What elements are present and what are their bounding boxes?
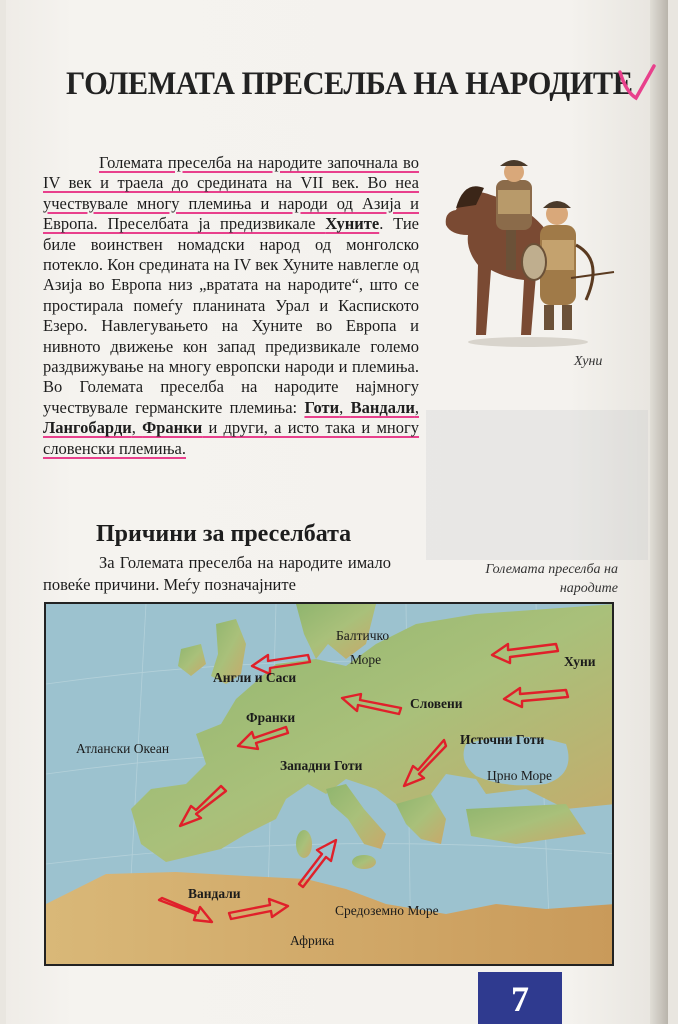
migration-caption-line1: Големата преселба на [485,562,618,577]
map-graphic [46,604,614,966]
huni-illustration [436,150,621,360]
map-label-vandals: Вандали [188,886,241,901]
map-label-huni: Хуни [564,654,596,669]
ireland-land [178,644,206,676]
sicily-land [352,855,376,869]
page-title: ГОЛЕМАТА ПРЕСЕЛБА НА НАРОДИТЕ [66,66,633,102]
tribe-goti: Готи [304,397,340,417]
baltic-label-1: Балтичко [336,628,390,643]
map-label-black-sea: Црно Море [487,768,553,783]
migration-map [44,602,614,966]
anatolia-land [466,804,586,844]
book-page [6,0,668,1024]
page-number: 7 [511,979,529,1019]
migration-caption [452,560,618,598]
tribe-franki: Франки [142,418,203,438]
intro-part3: и други, а исто така и многу словенски племиња. [43,418,420,458]
sardinia-land [296,830,312,858]
map-label-east-goths: Источни Готи [460,732,545,747]
map-label-west-goths: Западни Готи [280,758,363,773]
huni-term: Хуните [325,214,380,234]
section-paragraph [43,552,391,596]
intro-part1: Големата преселба на народите започнала во IV век и траела до средината на VII век. Во неа учествувале многу племиња и народи од Азија и Европа. Преселбата ја предизвикале [43,153,419,234]
map-label-sloveni: Словени [410,696,463,711]
intro-part2: . Тие биле воинствен номадски народ од монголско потекло. Кон средината на IV век Хуните навлегле од Азија во Европа низ „вратата на народите“, што се простирала помеѓу планината Урал и Каспиското Езеро. Навлегувањето на Хуните во Европа и нивното движење кон запад предизвикале големо раздвижување на многу европски народи и племиња. Во Големата преселба на народите најмногу учествувале германските племиња: [43,214,419,417]
baltic-label-2: Море [350,652,382,667]
section-text: За Големата преселба на народите имало повеќе причини. Меѓу позначајните [43,553,391,594]
page-number-box [478,972,562,1024]
map-label-atlantic: Атлански Океан [76,741,170,756]
pink-checkmark-icon [616,62,660,102]
tribe-vandali: Вандали [350,397,415,417]
map-label-angli: Англи и Саси [213,670,297,685]
map-label-mediterranean: Средоземно Море [335,903,439,918]
section-title: Причини за преселбата [96,521,352,547]
migration-caption-line2: народите [559,581,618,596]
huni-caption: Хуни [574,354,603,369]
bleed-through-shadow [426,410,648,560]
map-label-africa: Африка [290,933,335,948]
north-africa-land [46,872,614,966]
tribe-langobardi: Лангобарди [43,418,132,438]
map-label-franki: Франки [246,710,296,725]
intro-paragraph: Големата преселба на народите започнала во IV век и траела до средината на VII век. Во неа учествувале многу племиња и народи од Азија и Европа. Преселбата ја предизвикале Хуните. Тие биле воинствен номадски народ од монголско потекло. Кон средината на IV век Хуните навлегле од Азија во Европа низ „вратата на народите“, што се простирала помеѓу планината Урал и Каспиското Езеро. Навлегувањето на Хуните во Европа и нивното движење кон запад предизвикале големо раздвижување на многу европски народи и племиња. Во Големата преселба на народите најмногу учествувале германските племиња: Готи, Вандали, Лангобарди, Франки и други, а исто така и многу словенски племиња. [43,153,420,458]
page-spine [650,0,668,1024]
